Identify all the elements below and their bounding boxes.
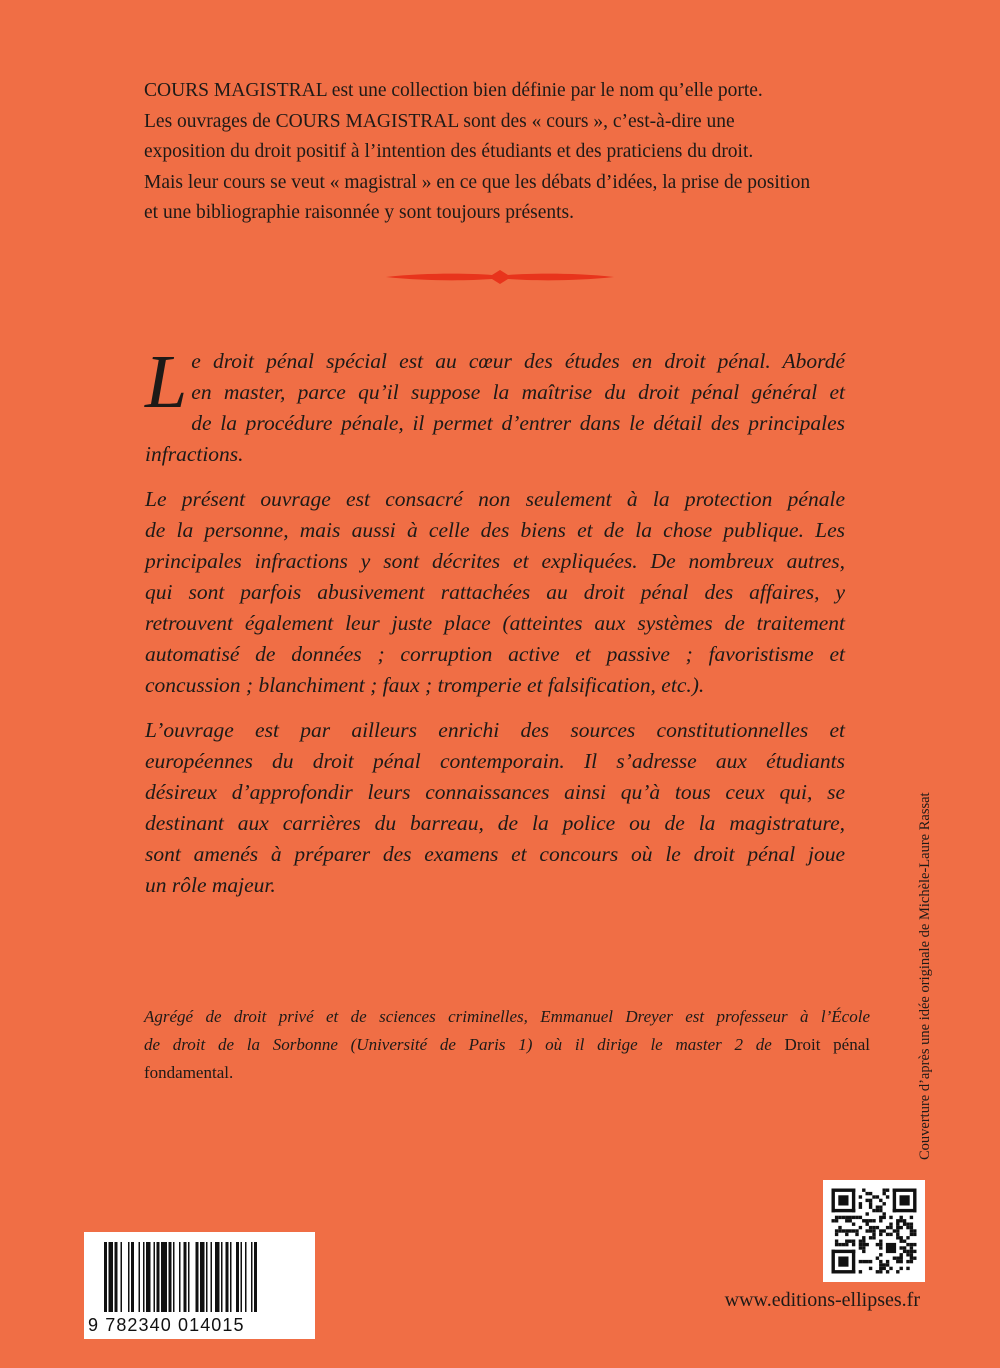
barcode-bar <box>139 1242 141 1312</box>
barcode-bar <box>131 1242 134 1312</box>
qr-module <box>906 1267 909 1270</box>
qr-module <box>900 1246 903 1249</box>
qr-module <box>876 1243 879 1246</box>
qr-module <box>903 1240 906 1243</box>
qr-module <box>859 1240 862 1243</box>
intro-line: COURS MAGISTRAL est une collection bien définie par le nom qu’elle porte. <box>144 80 763 101</box>
qr-module <box>869 1267 872 1270</box>
barcode-bar <box>200 1242 205 1312</box>
qr-module <box>893 1189 896 1213</box>
barcode-bar <box>226 1242 229 1312</box>
qr-module <box>872 1236 875 1239</box>
barcode-bar <box>245 1242 247 1312</box>
qr-module <box>866 1243 869 1246</box>
qr-module <box>859 1246 862 1249</box>
qr-module <box>883 1189 886 1192</box>
qr-module <box>862 1236 865 1239</box>
qr-module <box>896 1226 899 1229</box>
qr-module <box>900 1267 903 1270</box>
qr-module <box>869 1236 872 1239</box>
barcode-bar <box>254 1242 257 1312</box>
qr-module <box>879 1253 882 1256</box>
text-line: européennes du droit pénal contemporain. Il s’adresse aux étudiants <box>145 749 845 773</box>
qr-module <box>872 1195 875 1198</box>
qr-module <box>903 1250 906 1253</box>
qr-module <box>886 1195 889 1198</box>
qr-module <box>835 1233 838 1236</box>
qr-module <box>869 1206 872 1209</box>
qr-module <box>900 1240 903 1243</box>
text-line: Le présent ouvrage est consacré non seulement à la protection pénale <box>145 487 845 511</box>
qr-module <box>889 1216 892 1219</box>
qr-module <box>910 1246 913 1249</box>
barcode-bar <box>154 1242 156 1312</box>
qr-module <box>910 1229 913 1232</box>
qr-module <box>859 1243 862 1246</box>
intro-line: et une bibliographie raisonnée y sont toujours présents. <box>144 202 574 223</box>
qr-module <box>903 1219 906 1222</box>
qr-module <box>910 1216 913 1219</box>
bio-line: fondamental. <box>144 1063 234 1082</box>
bio-text: de droit de la Sorbonne (Université de Paris 1) où il dirige le master 2 de <box>144 1035 772 1054</box>
barcode-bar <box>161 1242 167 1312</box>
qr-module <box>910 1226 913 1229</box>
qr-module <box>852 1189 855 1213</box>
qr-module <box>910 1253 913 1256</box>
qr-module <box>906 1250 909 1253</box>
qr-module <box>852 1250 855 1274</box>
barcode-bar <box>115 1242 118 1312</box>
qr-module <box>869 1192 872 1195</box>
text-line: automatisé de données ; corruption active et passive ; favoristisme et <box>145 642 845 666</box>
qr-module <box>845 1229 848 1232</box>
qr-module <box>859 1226 862 1229</box>
qr-module <box>859 1206 862 1209</box>
qr-module <box>896 1233 899 1236</box>
qr-module <box>849 1240 852 1243</box>
bio-text: Agrégé de droit privé et de sciences criminelles, Emmanuel Dreyer est professeur à l’École <box>144 1007 870 1026</box>
qr-module <box>893 1189 917 1192</box>
qr-module <box>883 1216 886 1219</box>
drop-cap: L <box>145 340 188 424</box>
barcode-bar <box>104 1242 107 1312</box>
bio-line <box>144 1003 870 1031</box>
qr-module <box>859 1216 862 1219</box>
qr-module <box>886 1243 896 1253</box>
qr-module <box>906 1260 909 1263</box>
qr-module <box>838 1257 848 1267</box>
barcode-bar <box>215 1242 220 1312</box>
qr-module <box>896 1223 899 1226</box>
qr-module <box>862 1246 865 1249</box>
author-bio <box>144 1003 870 1087</box>
qr-module <box>845 1240 848 1243</box>
qr-module <box>883 1263 886 1266</box>
qr-module <box>879 1206 882 1209</box>
qr-module <box>852 1240 855 1243</box>
qr-module <box>838 1195 848 1205</box>
qr-module <box>896 1260 899 1263</box>
barcode-bar <box>206 1242 208 1312</box>
barcode-bar <box>121 1242 123 1312</box>
qr-module <box>838 1229 841 1232</box>
qr-module <box>838 1243 841 1246</box>
qr-module <box>845 1233 848 1236</box>
qr-module <box>872 1233 875 1236</box>
qr-module <box>832 1219 835 1222</box>
qr-module <box>913 1243 916 1246</box>
barcode-bar <box>230 1242 232 1312</box>
qr-module <box>866 1229 869 1232</box>
text-line: infractions. <box>145 442 244 466</box>
qr-module <box>886 1260 889 1263</box>
qr-module <box>883 1229 886 1232</box>
barcode-bar <box>241 1242 243 1312</box>
bio-line <box>144 1031 870 1059</box>
qr-module <box>886 1233 889 1236</box>
qr-module <box>903 1246 906 1249</box>
qr-module <box>879 1233 882 1236</box>
qr-module <box>876 1195 879 1198</box>
qr-module <box>879 1209 882 1212</box>
barcode-bar <box>236 1242 239 1312</box>
qr-module <box>906 1226 909 1229</box>
qr-module <box>896 1257 899 1260</box>
qr-module <box>832 1250 856 1253</box>
barcode-bar <box>179 1242 181 1312</box>
bio-text-upright: Droit pénal <box>784 1035 870 1054</box>
qr-module <box>832 1189 835 1213</box>
qr-module <box>906 1236 909 1239</box>
text-line: retrouvent également leur juste place (atteintes aux systèmes de traitement <box>145 611 845 635</box>
qr-module <box>900 1257 903 1260</box>
text-line: e droit pénal spécial est au cœur des études en droit pénal. Abordé <box>191 349 845 373</box>
qr-module <box>900 1219 903 1222</box>
qr-module <box>889 1226 892 1229</box>
text-line: de la personne, mais aussi à celle des biens et de la chose publique. Les <box>145 518 845 542</box>
qr-module <box>852 1216 855 1219</box>
ornament-divider <box>384 268 616 286</box>
qr-module <box>906 1243 909 1246</box>
qr-module <box>879 1240 882 1243</box>
qr-module <box>849 1219 852 1222</box>
qr-module <box>879 1216 882 1219</box>
qr-module <box>900 1226 903 1229</box>
qr-module <box>913 1257 916 1260</box>
qr-module <box>879 1270 882 1273</box>
qr-module <box>889 1223 892 1226</box>
text-line: concussion ; blanchiment ; faux ; tromperie et falsification, etc.). <box>145 673 705 697</box>
publisher-website[interactable]: www.editions-ellipses.fr <box>724 1289 920 1311</box>
qr-module <box>893 1209 917 1212</box>
qr-module <box>869 1226 872 1229</box>
qr-module <box>845 1243 848 1246</box>
qr-module <box>883 1212 886 1215</box>
qr-module <box>876 1226 879 1229</box>
qr-module <box>872 1226 875 1229</box>
text-line: en master, parce qu’il suppose la maîtrise du droit pénal général et <box>191 380 845 404</box>
qr-module <box>862 1219 865 1222</box>
qr-module <box>866 1212 869 1215</box>
qr-module <box>910 1223 913 1226</box>
qr-module <box>889 1233 892 1236</box>
qr-module <box>855 1233 858 1236</box>
qr-module <box>876 1206 879 1209</box>
qr-module <box>886 1189 889 1192</box>
qr-module <box>855 1229 858 1232</box>
qr-module <box>883 1192 886 1195</box>
qr-module <box>845 1219 848 1222</box>
qr-module <box>879 1219 882 1222</box>
description-paragraph-3 <box>145 715 845 901</box>
qr-module <box>910 1260 913 1263</box>
qr-module <box>832 1270 856 1273</box>
qr-module <box>866 1223 869 1226</box>
qr-module <box>869 1199 872 1202</box>
qr-module <box>913 1189 916 1213</box>
qr-module <box>879 1260 882 1263</box>
qr-module <box>900 1236 903 1239</box>
qr-module <box>879 1267 882 1270</box>
qr-module <box>832 1189 856 1192</box>
barcode-bar <box>184 1242 187 1312</box>
qr-module <box>910 1233 913 1236</box>
qr-module <box>910 1243 913 1246</box>
qr-module <box>869 1260 872 1263</box>
intro-line: Mais leur cours se veut « magistral » en ce que les débats d’idées, la prise de position <box>144 171 811 193</box>
qr-module <box>879 1263 882 1266</box>
intro-line: exposition du droit positif à l’intention des étudiants et des praticiens du droit. <box>144 141 754 162</box>
text-line: un rôle majeur. <box>145 873 276 897</box>
qr-module <box>876 1209 879 1212</box>
barcode-bar <box>196 1242 199 1312</box>
qr-module <box>849 1216 852 1219</box>
qr-module <box>906 1253 909 1256</box>
barcode-bar <box>173 1242 175 1312</box>
qr-module <box>886 1270 889 1273</box>
qr-module <box>852 1229 855 1232</box>
barcode-bar <box>188 1242 190 1312</box>
qr-module <box>866 1219 869 1222</box>
qr-module <box>852 1243 855 1246</box>
qr-module <box>883 1202 886 1205</box>
barcode-bar <box>169 1242 172 1312</box>
qr-module <box>859 1270 862 1273</box>
qr-module <box>913 1229 916 1232</box>
text-line: destinant aux carrières du barreau, de la police ou de la magistrature, <box>145 811 845 835</box>
qr-module <box>906 1223 909 1226</box>
text-line: désireux d’approfondir leurs connaissances ainsi qu’à tous ceux qui, se <box>145 780 845 804</box>
barcode-bar <box>251 1242 253 1312</box>
qr-module <box>862 1243 865 1246</box>
qr-module <box>835 1229 838 1232</box>
qr-module <box>896 1229 899 1232</box>
qr-module <box>859 1195 862 1198</box>
barcode <box>84 1232 315 1339</box>
qr-module <box>879 1243 882 1246</box>
qr-module <box>896 1270 899 1273</box>
qr-module <box>859 1260 862 1263</box>
qr-module <box>838 1216 841 1219</box>
qr-module <box>835 1216 838 1219</box>
qr-module <box>872 1229 875 1232</box>
qr-module <box>903 1223 906 1226</box>
qr-module <box>883 1267 886 1270</box>
qr-module <box>862 1240 865 1243</box>
qr-module <box>886 1226 889 1229</box>
qr-module <box>835 1219 838 1222</box>
qr-module <box>900 1260 903 1263</box>
qr-module <box>876 1270 879 1273</box>
qr-module <box>876 1257 879 1260</box>
qr-module <box>832 1209 856 1212</box>
qr-module <box>879 1229 882 1232</box>
qr-module <box>842 1243 845 1246</box>
qr-module <box>835 1240 838 1243</box>
text-line: sont amenés à préparer des examens et concours où le droit pénal joue <box>145 842 845 866</box>
qr-module <box>900 1216 903 1219</box>
qr-module <box>862 1250 865 1253</box>
barcode-bar <box>128 1242 130 1312</box>
collection-description <box>144 76 864 229</box>
qr-module <box>869 1202 872 1205</box>
qr-module <box>910 1257 913 1260</box>
qr-module <box>893 1257 896 1260</box>
qr-code <box>823 1180 925 1282</box>
qr-module <box>893 1229 896 1232</box>
qr-module <box>832 1250 835 1274</box>
barcode-bar <box>143 1242 145 1312</box>
qr-module <box>872 1209 875 1212</box>
qr-module <box>913 1250 916 1253</box>
text-line: qui sont parfois abusivement rattachées au droit pénal des affaires, y <box>145 580 845 604</box>
qr-module <box>896 1236 899 1239</box>
text-line: L’ouvrage est par ailleurs enrichi des sources constitutionnelles et <box>145 718 845 742</box>
qr-module <box>879 1246 882 1249</box>
qr-module <box>889 1267 892 1270</box>
qr-module <box>862 1189 865 1192</box>
qr-module <box>855 1216 858 1219</box>
barcode-bar <box>157 1242 160 1312</box>
qr-module <box>866 1199 869 1202</box>
qr-module <box>896 1219 899 1222</box>
qr-module <box>842 1229 845 1232</box>
description-paragraph-2 <box>145 484 845 701</box>
qr-module <box>879 1199 882 1202</box>
qr-module <box>849 1229 852 1232</box>
barcode-bar <box>211 1242 213 1312</box>
book-description <box>145 340 845 915</box>
qr-module <box>872 1219 875 1222</box>
qr-module <box>900 1195 910 1205</box>
qr-module <box>862 1260 865 1263</box>
barcode-bar <box>109 1242 114 1312</box>
text-line: principales infractions y sont décrites et expliquées. De nombreux autres, <box>145 549 845 573</box>
isbn-number: 9 782340 014015 <box>88 1315 245 1335</box>
qr-module <box>869 1219 872 1222</box>
qr-module <box>866 1192 869 1195</box>
qr-module <box>910 1250 913 1253</box>
cover-credit: Couverture d’après une idée originale de Michèle-Laure Rassat <box>917 792 933 1160</box>
qr-module <box>852 1223 855 1226</box>
qr-module <box>913 1233 916 1236</box>
qr-module <box>835 1243 838 1246</box>
qr-module <box>900 1253 903 1256</box>
qr-module <box>842 1216 845 1219</box>
barcode-bar <box>221 1242 223 1312</box>
barcode-bar <box>146 1242 151 1312</box>
qr-module <box>845 1216 848 1219</box>
qr-module <box>869 1229 872 1232</box>
text-line: de la procédure pénale, il permet d’entrer dans le détail des principales <box>191 411 845 435</box>
qr-module <box>886 1263 889 1266</box>
qr-module <box>866 1260 869 1263</box>
description-paragraph-1 <box>145 340 845 470</box>
qr-module <box>838 1226 841 1229</box>
intro-line: Les ouvrages de COURS MAGISTRAL sont des « cours », c’est-à-dire une <box>144 110 735 132</box>
qr-module <box>859 1202 862 1205</box>
